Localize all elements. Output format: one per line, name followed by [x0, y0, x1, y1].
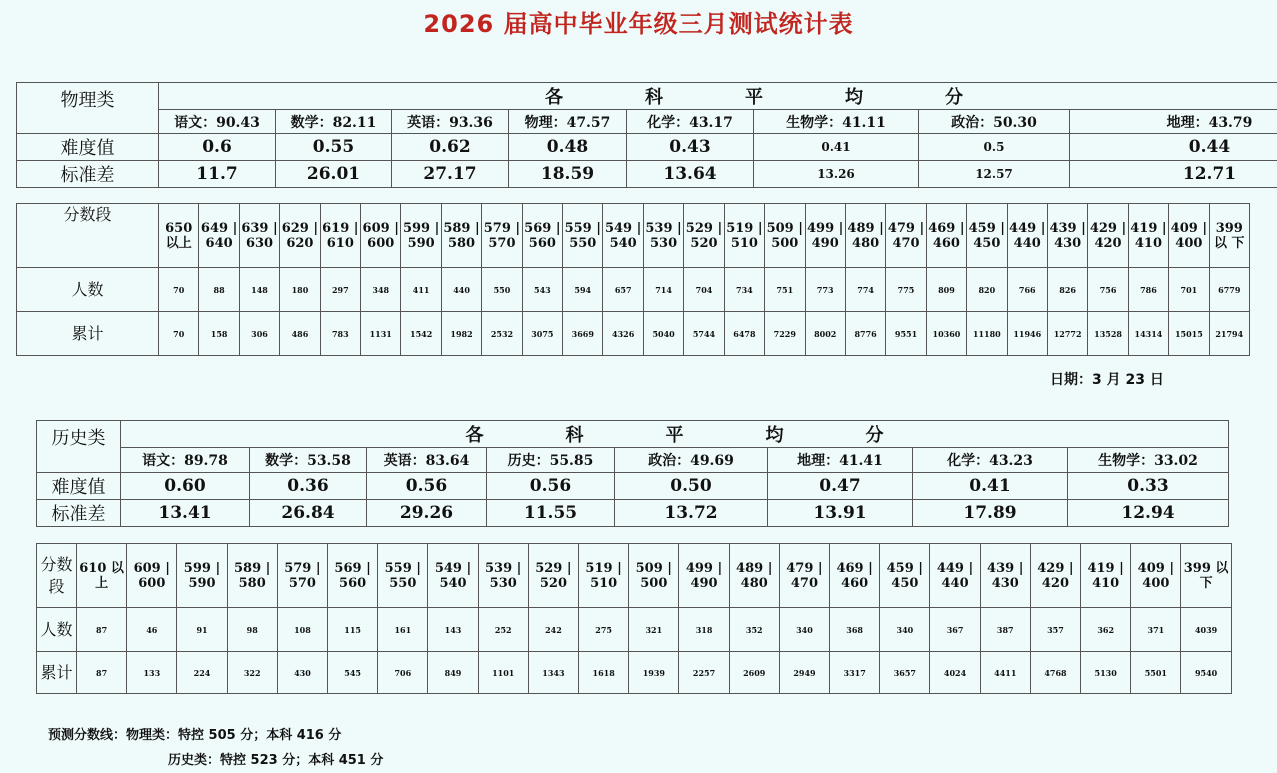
count-cell: 774 [845, 268, 885, 312]
cumulative-cell: 87 [77, 652, 127, 694]
physics-subject-avg: 英语：93.36 [392, 110, 509, 134]
score-range-cell: 399 以 下 [1209, 204, 1249, 268]
count-cell: 297 [320, 268, 360, 312]
physics-subject-avg: 物理：47.57 [509, 110, 627, 134]
cumulative-label: 累计 [37, 652, 77, 694]
cumulative-cell: 2257 [679, 652, 729, 694]
count-cell: 318 [679, 608, 729, 652]
score-range-cell: 539 | 530 [478, 544, 528, 608]
cumulative-cell: 12772 [1047, 312, 1087, 356]
score-range-cell: 439 | 430 [1047, 204, 1087, 268]
count-cell: 161 [378, 608, 428, 652]
physics-sd-value: 13.26 [754, 161, 919, 188]
count-cell: 340 [779, 608, 829, 652]
count-cell: 775 [886, 268, 926, 312]
history-subject-avg: 政治：49.69 [615, 448, 768, 473]
count-cell: 543 [522, 268, 562, 312]
cumulative-cell: 5040 [643, 312, 683, 356]
cumulative-cell: 11946 [1007, 312, 1047, 356]
score-range-cell: 639 | 630 [239, 204, 279, 268]
score-range-cell: 589 | 580 [441, 204, 481, 268]
physics-subject-avg: 数学：82.11 [276, 110, 392, 134]
score-range-cell: 589 | 580 [227, 544, 277, 608]
score-range-cell: 559 | 550 [563, 204, 603, 268]
score-range-cell: 519 | 510 [724, 204, 764, 268]
history-sd-value: 26.84 [250, 500, 367, 527]
count-cell: 180 [280, 268, 320, 312]
count-cell: 714 [643, 268, 683, 312]
physics-summary-table [16, 82, 1277, 188]
physics-subject-avg: 地理：43.79 [1070, 110, 1277, 134]
count-cell: 352 [729, 608, 779, 652]
count-cell: 357 [1030, 608, 1080, 652]
count-cell: 704 [684, 268, 724, 312]
physics-average-heading: 各 科 平 均 分 [159, 83, 1277, 110]
cumulative-cell: 1982 [441, 312, 481, 356]
physics-difficulty-value: 0.62 [392, 134, 509, 161]
prediction-history: 历史类：特控 523 分；本科 451 分 [168, 753, 384, 768]
score-range-cell: 469 | 460 [830, 544, 880, 608]
cumulative-cell: 8002 [805, 312, 845, 356]
history-subject-avg: 历史：55.85 [487, 448, 615, 473]
score-range-cell: 449 | 440 [930, 544, 980, 608]
cumulative-cell: 9551 [886, 312, 926, 356]
history-subject-avg: 语文：89.78 [121, 448, 250, 473]
score-range-cell: 599 | 590 [177, 544, 227, 608]
physics-category-label: 物理类 [17, 83, 159, 134]
count-cell: 411 [401, 268, 441, 312]
physics-difficulty-value: 0.43 [627, 134, 754, 161]
history-sd-value: 11.55 [487, 500, 615, 527]
cumulative-cell: 15015 [1169, 312, 1209, 356]
cumulative-cell: 1343 [528, 652, 578, 694]
cumulative-cell: 783 [320, 312, 360, 356]
score-range-label: 分数段 [37, 544, 77, 608]
score-range-cell: 499 | 490 [805, 204, 845, 268]
score-range-cell: 419 | 410 [1128, 204, 1168, 268]
count-cell: 734 [724, 268, 764, 312]
count-cell: 87 [77, 608, 127, 652]
history-difficulty-value: 0.56 [367, 473, 487, 500]
cumulative-cell: 13528 [1088, 312, 1128, 356]
cumulative-cell: 486 [280, 312, 320, 356]
history-sd-value: 17.89 [913, 500, 1068, 527]
cumulative-cell: 5130 [1081, 652, 1131, 694]
cumulative-cell: 9540 [1181, 652, 1231, 694]
history-category-label: 历史类 [37, 421, 121, 473]
count-cell: 252 [478, 608, 528, 652]
score-range-cell: 459 | 450 [880, 544, 930, 608]
cumulative-cell: 1618 [579, 652, 629, 694]
cumulative-cell: 306 [239, 312, 279, 356]
physics-sd-value: 27.17 [392, 161, 509, 188]
history-sd-value: 13.41 [121, 500, 250, 527]
difficulty-label: 难度值 [37, 473, 121, 500]
count-cell: 657 [603, 268, 643, 312]
count-cell: 115 [328, 608, 378, 652]
cumulative-cell: 2532 [482, 312, 522, 356]
cumulative-cell: 224 [177, 652, 227, 694]
score-range-cell: 609 | 600 [127, 544, 177, 608]
cumulative-cell: 706 [378, 652, 428, 694]
score-range-cell: 559 | 550 [378, 544, 428, 608]
score-range-cell: 529 | 520 [684, 204, 724, 268]
cumulative-cell: 158 [199, 312, 239, 356]
score-range-cell: 399 以 下 [1181, 544, 1231, 608]
history-subject-avg: 生物学：33.02 [1068, 448, 1229, 473]
count-cell: 809 [926, 268, 966, 312]
score-range-cell: 409 | 400 [1131, 544, 1181, 608]
physics-difficulty-value: 0.6 [159, 134, 276, 161]
cumulative-cell: 21794 [1209, 312, 1249, 356]
count-cell: 594 [563, 268, 603, 312]
score-range-cell: 409 | 400 [1169, 204, 1209, 268]
count-cell: 242 [528, 608, 578, 652]
count-label: 人数 [17, 268, 159, 312]
cumulative-cell: 322 [227, 652, 277, 694]
score-range-cell: 549 | 540 [603, 204, 643, 268]
score-range-cell: 479 | 470 [779, 544, 829, 608]
history-summary-table [36, 420, 1229, 527]
history-difficulty-value: 0.41 [913, 473, 1068, 500]
cumulative-cell: 2609 [729, 652, 779, 694]
score-range-cell: 479 | 470 [886, 204, 926, 268]
count-cell: 70 [159, 268, 199, 312]
cumulative-cell: 10360 [926, 312, 966, 356]
cumulative-cell: 545 [328, 652, 378, 694]
sd-label: 标准差 [17, 161, 159, 188]
count-cell: 826 [1047, 268, 1087, 312]
physics-sd-value: 12.57 [919, 161, 1070, 188]
cumulative-cell: 3657 [880, 652, 930, 694]
cumulative-cell: 70 [159, 312, 199, 356]
score-range-cell: 419 | 410 [1081, 544, 1131, 608]
cumulative-cell: 1939 [629, 652, 679, 694]
date-label: 日期：3 月 23 日 [1050, 372, 1164, 388]
count-cell: 348 [361, 268, 401, 312]
physics-sd-value: 18.59 [509, 161, 627, 188]
sd-label: 标准差 [37, 500, 121, 527]
score-range-cell: 459 | 450 [967, 204, 1007, 268]
cumulative-cell: 8776 [845, 312, 885, 356]
score-range-cell: 569 | 560 [328, 544, 378, 608]
physics-subject-avg: 化学：43.17 [627, 110, 754, 134]
page-title: 2026 届高中毕业年级三月测试统计表 [423, 10, 854, 38]
score-range-cell: 529 | 520 [528, 544, 578, 608]
history-difficulty-value: 0.50 [615, 473, 768, 500]
physics-difficulty-value: 0.41 [754, 134, 919, 161]
score-range-cell: 579 | 570 [482, 204, 522, 268]
count-cell: 6779 [1209, 268, 1249, 312]
physics-sd-value: 12.71 [1070, 161, 1277, 188]
cumulative-cell: 5744 [684, 312, 724, 356]
history-sd-value: 13.72 [615, 500, 768, 527]
score-range-cell: 489 | 480 [845, 204, 885, 268]
count-cell: 440 [441, 268, 481, 312]
cumulative-cell: 430 [277, 652, 327, 694]
score-range-cell: 499 | 490 [679, 544, 729, 608]
score-range-cell: 599 | 590 [401, 204, 441, 268]
score-range-cell: 509 | 500 [629, 544, 679, 608]
score-range-cell: 650 以上 [159, 204, 199, 268]
prediction-physics: 预测分数线：物理类：特控 505 分；本科 416 分 [48, 728, 342, 743]
cumulative-cell: 4326 [603, 312, 643, 356]
cumulative-cell: 7229 [765, 312, 805, 356]
physics-subject-avg: 生物学：41.11 [754, 110, 919, 134]
history-subject-avg: 英语：83.64 [367, 448, 487, 473]
history-subject-avg: 化学：43.23 [913, 448, 1068, 473]
score-range-cell: 629 | 620 [280, 204, 320, 268]
count-label: 人数 [37, 608, 77, 652]
history-sd-value: 13.91 [768, 500, 913, 527]
score-range-cell: 549 | 540 [428, 544, 478, 608]
history-sd-value: 29.26 [367, 500, 487, 527]
score-range-cell: 469 | 460 [926, 204, 966, 268]
count-cell: 98 [227, 608, 277, 652]
count-cell: 786 [1128, 268, 1168, 312]
count-cell: 367 [930, 608, 980, 652]
score-range-cell: 610 以 上 [77, 544, 127, 608]
physics-difficulty-value: 0.44 [1070, 134, 1277, 161]
history-difficulty-value: 0.60 [121, 473, 250, 500]
cumulative-cell: 4411 [980, 652, 1030, 694]
score-range-cell: 429 | 420 [1088, 204, 1128, 268]
count-cell: 368 [830, 608, 880, 652]
count-cell: 362 [1081, 608, 1131, 652]
count-cell: 550 [482, 268, 522, 312]
history-distribution-table [36, 543, 1232, 694]
score-range-label: 分数段 [17, 204, 159, 268]
count-cell: 756 [1088, 268, 1128, 312]
cumulative-cell: 3669 [563, 312, 603, 356]
count-cell: 88 [199, 268, 239, 312]
score-range-cell: 519 | 510 [579, 544, 629, 608]
cumulative-cell: 4024 [930, 652, 980, 694]
history-difficulty-value: 0.56 [487, 473, 615, 500]
cumulative-cell: 849 [428, 652, 478, 694]
score-range-cell: 539 | 530 [643, 204, 683, 268]
score-range-cell: 609 | 600 [361, 204, 401, 268]
physics-subject-avg: 语文：90.43 [159, 110, 276, 134]
count-cell: 387 [980, 608, 1030, 652]
cumulative-cell: 3317 [830, 652, 880, 694]
count-cell: 91 [177, 608, 227, 652]
score-range-cell: 489 | 480 [729, 544, 779, 608]
score-range-cell: 509 | 500 [765, 204, 805, 268]
cumulative-cell: 6478 [724, 312, 764, 356]
count-cell: 340 [880, 608, 930, 652]
physics-distribution-table [16, 203, 1250, 356]
count-cell: 371 [1131, 608, 1181, 652]
history-difficulty-value: 0.33 [1068, 473, 1229, 500]
cumulative-cell: 1542 [401, 312, 441, 356]
score-range-cell: 579 | 570 [277, 544, 327, 608]
score-range-cell: 649 | 640 [199, 204, 239, 268]
history-difficulty-value: 0.36 [250, 473, 367, 500]
history-average-heading: 各 科 平 均 分 [121, 421, 1229, 448]
score-range-cell: 569 | 560 [522, 204, 562, 268]
score-range-cell: 449 | 440 [1007, 204, 1047, 268]
physics-sd-value: 11.7 [159, 161, 276, 188]
history-difficulty-value: 0.47 [768, 473, 913, 500]
count-cell: 766 [1007, 268, 1047, 312]
cumulative-cell: 2949 [779, 652, 829, 694]
physics-sd-value: 26.01 [276, 161, 392, 188]
cumulative-label: 累计 [17, 312, 159, 356]
history-sd-value: 12.94 [1068, 500, 1229, 527]
history-subject-avg: 数学：53.58 [250, 448, 367, 473]
physics-difficulty-value: 0.48 [509, 134, 627, 161]
cumulative-cell: 14314 [1128, 312, 1168, 356]
physics-difficulty-value: 0.5 [919, 134, 1070, 161]
count-cell: 701 [1169, 268, 1209, 312]
count-cell: 46 [127, 608, 177, 652]
count-cell: 321 [629, 608, 679, 652]
history-subject-avg: 地理：41.41 [768, 448, 913, 473]
count-cell: 275 [579, 608, 629, 652]
cumulative-cell: 4768 [1030, 652, 1080, 694]
count-cell: 108 [277, 608, 327, 652]
count-cell: 4039 [1181, 608, 1231, 652]
score-range-cell: 619 | 610 [320, 204, 360, 268]
cumulative-cell: 3075 [522, 312, 562, 356]
count-cell: 773 [805, 268, 845, 312]
physics-sd-value: 13.64 [627, 161, 754, 188]
cumulative-cell: 5501 [1131, 652, 1181, 694]
count-cell: 143 [428, 608, 478, 652]
physics-subject-avg: 政治：50.30 [919, 110, 1070, 134]
count-cell: 820 [967, 268, 1007, 312]
difficulty-label: 难度值 [17, 134, 159, 161]
cumulative-cell: 1131 [361, 312, 401, 356]
count-cell: 751 [765, 268, 805, 312]
cumulative-cell: 1101 [478, 652, 528, 694]
cumulative-cell: 11180 [967, 312, 1007, 356]
score-range-cell: 429 | 420 [1030, 544, 1080, 608]
count-cell: 148 [239, 268, 279, 312]
physics-difficulty-value: 0.55 [276, 134, 392, 161]
cumulative-cell: 133 [127, 652, 177, 694]
score-range-cell: 439 | 430 [980, 544, 1030, 608]
